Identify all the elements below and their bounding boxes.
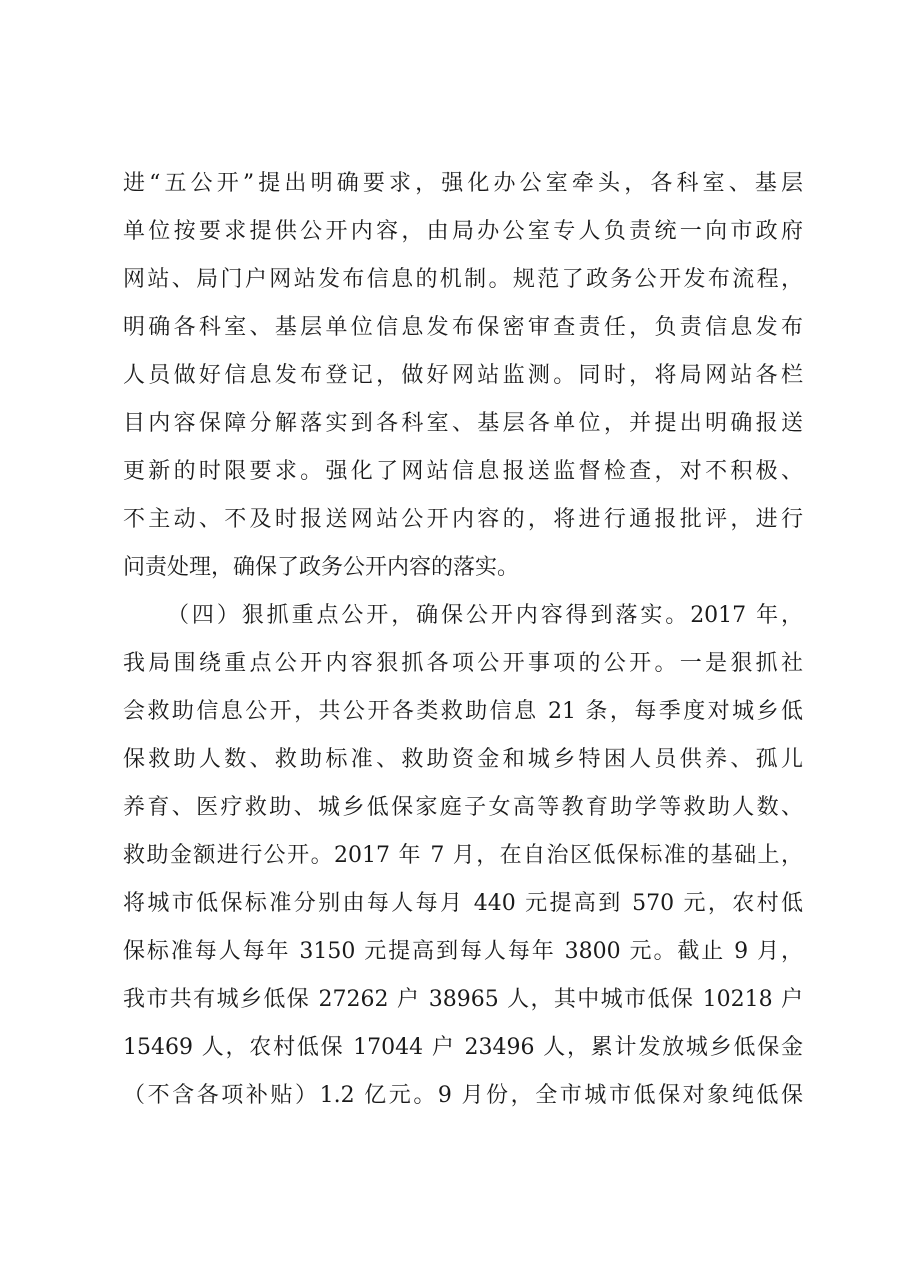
body-text (123, 160, 803, 1120)
text-line: 进“五公开”提出明确要求，强化办公室牵头，各科室、基层 (123, 171, 803, 196)
text-line: 更新的时限要求。强化了网站信息报送监督检查，对不积极、 (123, 459, 803, 484)
text-line: 单位按要求提供公开内容，由局办公室专人负责统一向市政府 (123, 219, 803, 244)
section-heading-line: （四）狠抓重点公开，确保公开内容得到落实。2017 年， (167, 603, 803, 628)
text-line: 会救助信息公开，共公开各类救助信息 21 条，每季度对城乡低 (123, 699, 803, 724)
text-line: 目内容保障分解落实到各科室、基层各单位，并提出明确报送 (123, 411, 803, 436)
text-line: 救助金额进行公开。2017 年 7 月，在自治区低保标准的基础上， (123, 843, 803, 868)
text-line: 15469 人，农村低保 17044 户 23496 人，累计发放城乡低保金 (123, 1035, 803, 1060)
text-line: （不含各项补贴）1.2 亿元。9 月份，全市城市低保对象纯低保 (123, 1083, 803, 1108)
text-line: 保标准每人每年 3150 元提高到每人每年 3800 元。截止 9 月， (123, 939, 803, 964)
text-line: 我局围绕重点公开内容狠抓各项公开事项的公开。一是狠抓社 (123, 651, 803, 676)
text-line: 保救助人数、救助标准、救助资金和城乡特困人员供养、孤儿 (123, 747, 803, 772)
text-line: 养育、医疗救助、城乡低保家庭子女高等教育助学等救助人数、 (123, 795, 803, 820)
paragraph-last-line: 问责处理，确保了政务公开内容的落实。 (123, 555, 520, 580)
text-line: 网站、局门户网站发布信息的机制。规范了政务公开发布流程， (123, 267, 803, 292)
text-line: 人员做好信息发布登记，做好网站监测。同时，将局网站各栏 (123, 363, 803, 388)
text-line: 我市共有城乡低保 27262 户 38965 人，其中城市低保 10218 户 (123, 987, 803, 1012)
text-line: 不主动、不及时报送网站公开内容的，将进行通报批评，进行 (123, 507, 803, 532)
text-line: 将城市低保标准分别由每人每月 440 元提高到 570 元，农村低 (123, 891, 803, 916)
text-line: 明确各科室、基层单位信息发布保密审查责任，负责信息发布 (123, 315, 803, 340)
